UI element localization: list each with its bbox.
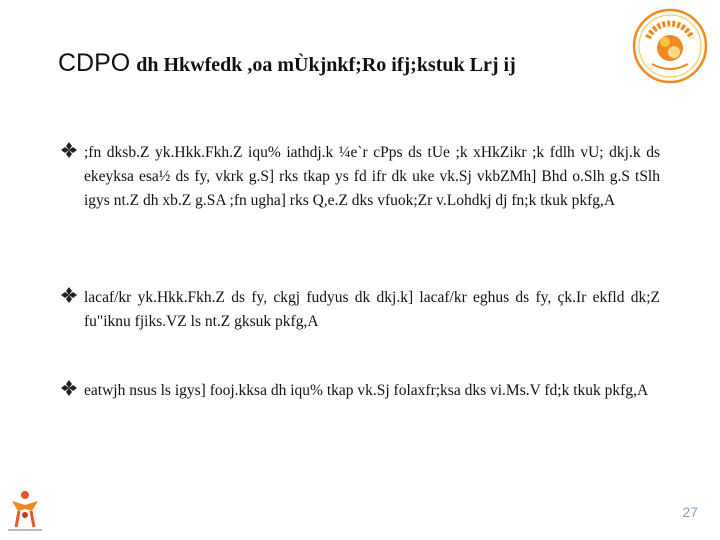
title-lead: CDPO (58, 49, 131, 77)
title-rest: dh Hkwfedk ,oa mÙkjnkf;Ro ifj;kstuk Lrj ij (136, 54, 516, 76)
page-number: 27 (682, 504, 698, 520)
bullet-text: ;fn dksb.Z yk.Hkk.Fkh.Z iqu% iathdj.k ¼e`r cPps ds tUe ;k xHkZikr ;k fdlh vU; dkj.k ds ekeyksa esa½ ds fy, vkrk g.S] rks tkap ys fd ifr dk uke vk.Sj vkbZMh] Bhd o.Slh g.S tSlh igys nt.Z dh xb.Z g.SA ;fn ugha] rks Q,e.Z dks vfuok;Zr v.Lohdkj dj fn;k tkuk pkfg,A (84, 144, 660, 209)
slide-title (58, 48, 618, 80)
diamond-bullet-icon (60, 286, 78, 304)
people-figures-logo-icon (2, 487, 48, 533)
bullet-item (60, 379, 660, 403)
diamond-bullet-icon (60, 141, 78, 159)
diamond-bullet-icon (60, 379, 78, 397)
pmmvy-logo-icon (632, 8, 708, 84)
bullet-item (60, 141, 660, 213)
bullet-text: eatwjh nsus ls igys] fooj.kksa dh iqu% tkap vk.Sj folaxfr;ksa dks vi.Ms.V fd;k tkuk pkfg,A (84, 382, 649, 399)
bullet-text: lacaf/kr yk.Hkk.Fkh.Z ds fy, ckgj fudyus dk dkj.k] lacaf/kr eghus ds fy, çk.Ir ekfld dk;Z fu"iknu fjiks.VZ ls nt.Z gksuk pkfg,A (84, 289, 660, 330)
bullet-item (60, 286, 660, 334)
